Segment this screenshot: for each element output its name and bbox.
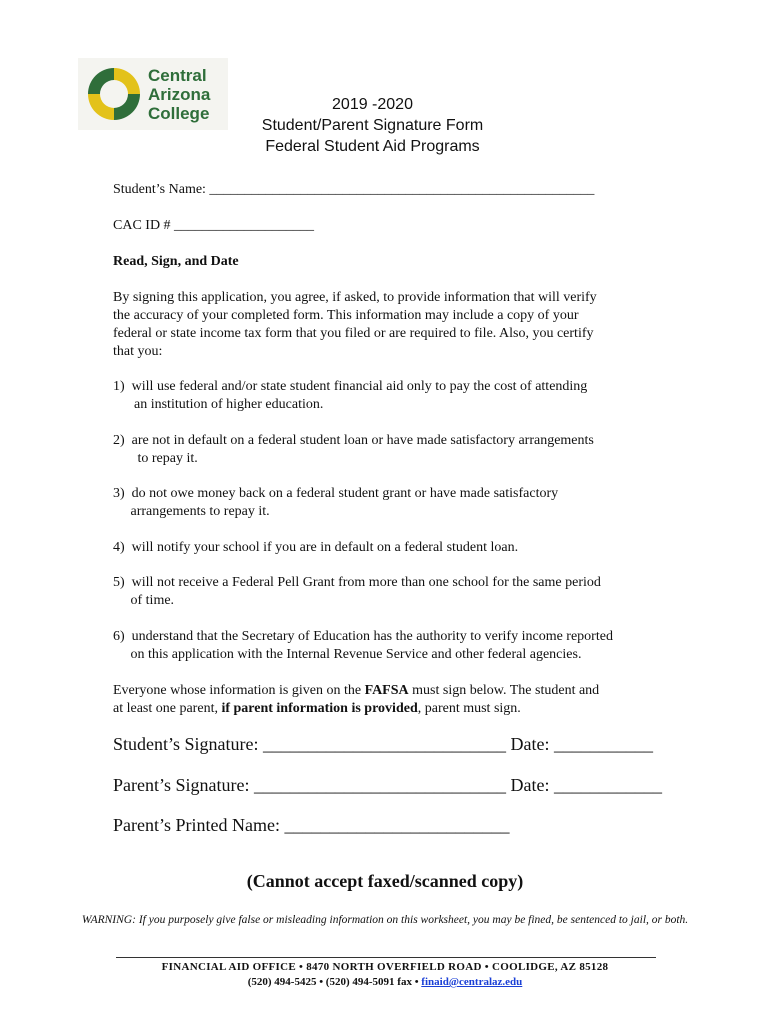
requirement-line-2 bbox=[113, 700, 599, 718]
email-link[interactable]: finaid@centralaz.edu bbox=[421, 976, 523, 988]
section-heading: Read, Sign, and Date bbox=[113, 254, 239, 269]
footer-phones: (520) 494-5425 • (520) 494-5091 fax • bbox=[247, 976, 422, 988]
student-name-field[interactable]: Student’s Name: _______________________________________________________ bbox=[113, 182, 595, 197]
certification-item-4 bbox=[113, 539, 518, 557]
parent-condition: if parent information is provided bbox=[221, 701, 418, 716]
logo-line-2: Arizona bbox=[148, 85, 211, 104]
form-title-block bbox=[200, 94, 545, 157]
certification-item-2 bbox=[113, 432, 594, 468]
requirement-line-1 bbox=[113, 682, 599, 700]
footer-address: FINANCIAL AID OFFICE • 8470 NORTH OVERFIELD ROAD • COOLIDGE, AZ 85128 bbox=[161, 961, 609, 973]
warning-text: WARNING: If you purposely give false or misleading information on this worksheet, you may be fined, be sentenced to jail, or both. bbox=[81, 914, 689, 926]
intro-line: that you: bbox=[113, 344, 163, 359]
requirement-text: must sign below. The student and bbox=[408, 683, 600, 698]
item-line: of time. bbox=[113, 593, 175, 608]
item-line: 1) will use federal and/or state student financial aid only to pay the cost of attending bbox=[113, 379, 588, 394]
intro-line: federal or state income tax form that you filed or are required to file. Also, you certify bbox=[113, 326, 594, 341]
signing-requirement bbox=[113, 682, 599, 718]
certification-item-1 bbox=[113, 378, 587, 414]
requirement-text: at least one parent, bbox=[113, 701, 222, 716]
intro-paragraph bbox=[113, 289, 597, 361]
student-signature-field[interactable]: Student’s Signature: ___________________________ Date: ___________ bbox=[113, 734, 653, 754]
item-line: 5) will not receive a Federal Pell Grant from more than one school for the same period bbox=[113, 575, 601, 590]
item-line: on this application with the Internal Revenue Service and other federal agencies. bbox=[113, 647, 582, 662]
footer-contact bbox=[60, 975, 710, 990]
item-line: 4) will notify your school if you are in default on a federal student loan. bbox=[113, 540, 519, 555]
certification-item-6 bbox=[113, 628, 613, 664]
form-year: 2019 -2020 bbox=[332, 96, 413, 113]
certification-item-5 bbox=[113, 574, 601, 610]
item-line: an institution of higher education. bbox=[113, 397, 324, 412]
item-line: arrangements to repay it. bbox=[113, 504, 270, 519]
logo-line-3: College bbox=[148, 104, 210, 123]
requirement-text: , parent must sign. bbox=[417, 701, 521, 716]
item-line: 2) are not in default on a federal student loan or have made satisfactory arrangements bbox=[113, 433, 594, 448]
footer-divider bbox=[116, 957, 656, 958]
item-line: to repay it. bbox=[113, 451, 198, 466]
fafsa-label: FAFSA bbox=[364, 683, 409, 698]
logo-line-1: Central bbox=[148, 66, 207, 85]
form-title: Student/Parent Signature Form bbox=[261, 117, 484, 134]
parent-printed-name-field[interactable]: Parent’s Printed Name: _________________________ bbox=[113, 815, 510, 835]
program-title: Federal Student Aid Programs bbox=[265, 138, 480, 155]
item-line: 3) do not owe money back on a federal student grant or have made satisfactory bbox=[113, 486, 559, 501]
faxed-copy-notice: (Cannot accept faxed/scanned copy) bbox=[246, 871, 524, 891]
intro-line: By signing this application, you agree, if asked, to provide information that will verify bbox=[113, 290, 597, 305]
parent-signature-field[interactable]: Parent’s Signature: ____________________________ Date: ____________ bbox=[113, 775, 662, 795]
cac-id-field[interactable]: CAC ID # ____________________ bbox=[113, 218, 315, 233]
requirement-text: Everyone whose information is given on the bbox=[113, 683, 365, 698]
certification-item-3 bbox=[113, 485, 558, 521]
logo-mark-icon bbox=[84, 64, 144, 124]
intro-line: the accuracy of your completed form. This information may include a copy of your bbox=[113, 308, 579, 323]
item-line: 6) understand that the Secretary of Education has the authority to verify income reported bbox=[113, 629, 613, 644]
